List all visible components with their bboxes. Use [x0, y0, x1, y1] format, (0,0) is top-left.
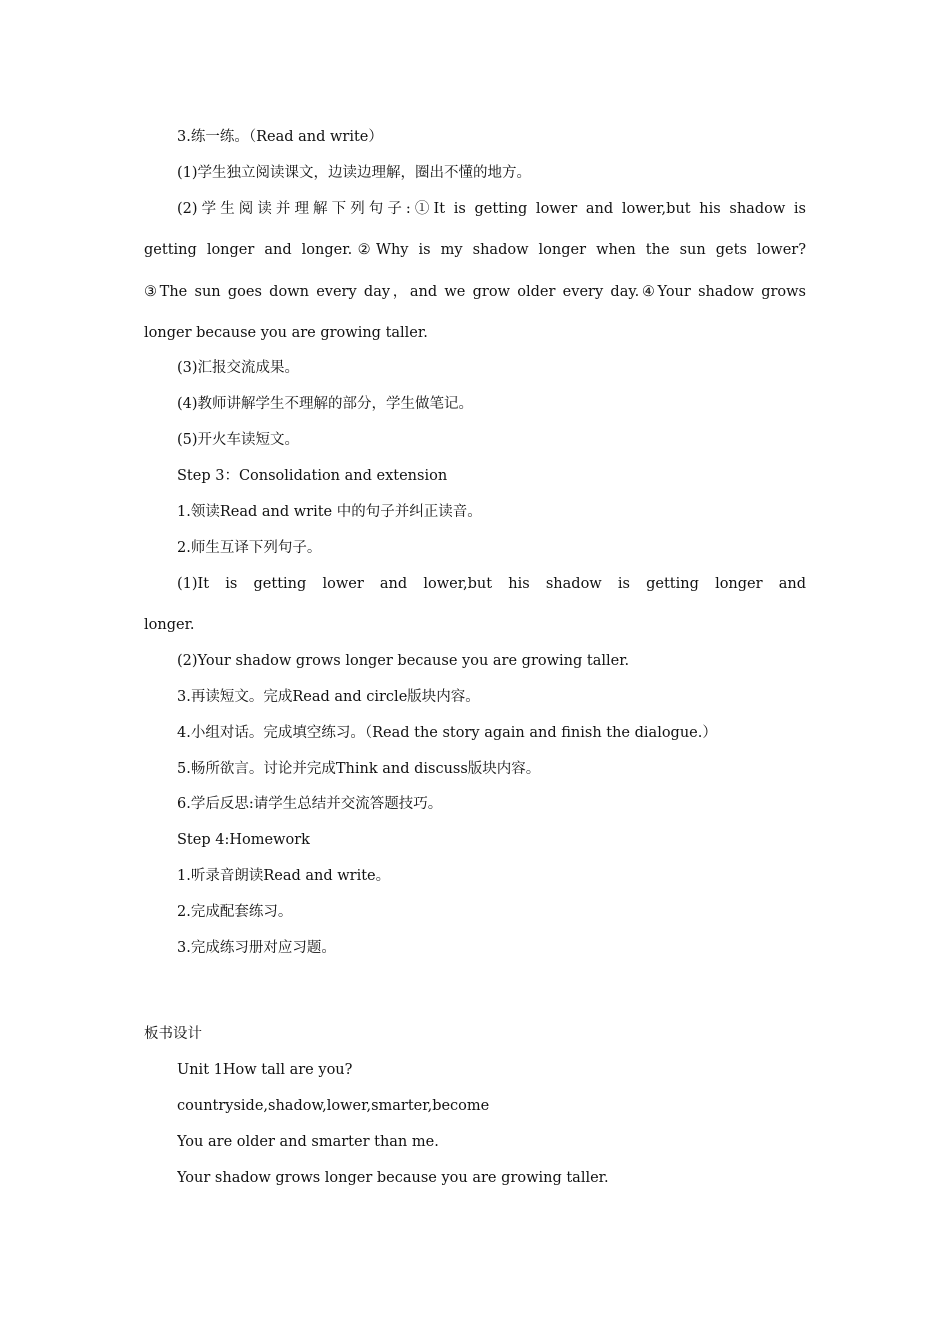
board-line-1: Unit 1How tall are you?: [177, 1062, 353, 1078]
step3-item-2: 2.师生互译下列句子。: [177, 540, 322, 556]
practice-item-2-line-4: longer because you are growing taller.: [144, 325, 428, 341]
practice-item-2-line-1: (2)学生阅读并理解下列句子:①It is getting lower and lower,but his shadow is: [177, 201, 806, 217]
step3-item-3: 3.再读短文。完成Read and circle版块内容。: [177, 689, 480, 705]
step3-item-1: 1.领读Read and write 中的句子并纠正读音。: [177, 504, 482, 520]
step3-item-4: 4.小组对话。完成填空练习。（Read the story again and finish the dialogue.）: [177, 725, 717, 741]
practice-item-3: (3)汇报交流成果。: [177, 360, 300, 376]
step4-item-2: 2.完成配套练习。: [177, 904, 293, 920]
practice-item-5: (5)开火车读短文。: [177, 432, 300, 448]
step3-sub-2: (2)Your shadow grows longer because you are growing taller.: [177, 653, 630, 669]
practice-item-4: (4)教师讲解学生不理解的部分，学生做笔记。: [177, 396, 474, 412]
practice-item-2-line-3: ③The sun goes down every day，and we grow older every day.④Your shadow grows: [144, 284, 806, 300]
board-line-3: You are older and smarter than me.: [177, 1134, 439, 1150]
practice-heading: 3.练一练。（Read and write）: [177, 129, 383, 145]
board-line-4: Your shadow grows longer because you are growing taller.: [177, 1170, 609, 1186]
step4-item-3: 3.完成练习册对应习题。: [177, 940, 336, 956]
step3-sub-1-line-2: longer.: [144, 617, 195, 633]
step3-heading: Step 3：Consolidation and extension: [177, 468, 448, 484]
practice-item-2-line-2: getting longer and longer.②Why is my shadow longer when the sun gets lower?: [144, 242, 806, 258]
step3-sub-1-line-1: (1)It is getting lower and lower,but his shadow is getting longer and: [177, 576, 806, 592]
board-heading: 板书设计: [144, 1026, 202, 1042]
board-line-2: countryside,shadow,lower,smarter,become: [177, 1098, 490, 1114]
step4-item-1: 1.听录音朗读Read and write。: [177, 868, 391, 884]
practice-item-1: (1)学生独立阅读课文，边读边理解，圈出不懂的地方。: [177, 165, 532, 181]
step4-heading: Step 4:Homework: [177, 832, 310, 848]
step3-item-6: 6.学后反思:请学生总结并交流答题技巧。: [177, 796, 443, 812]
step3-item-5: 5.畅所欲言。讨论并完成Think and discuss版块内容。: [177, 761, 541, 777]
